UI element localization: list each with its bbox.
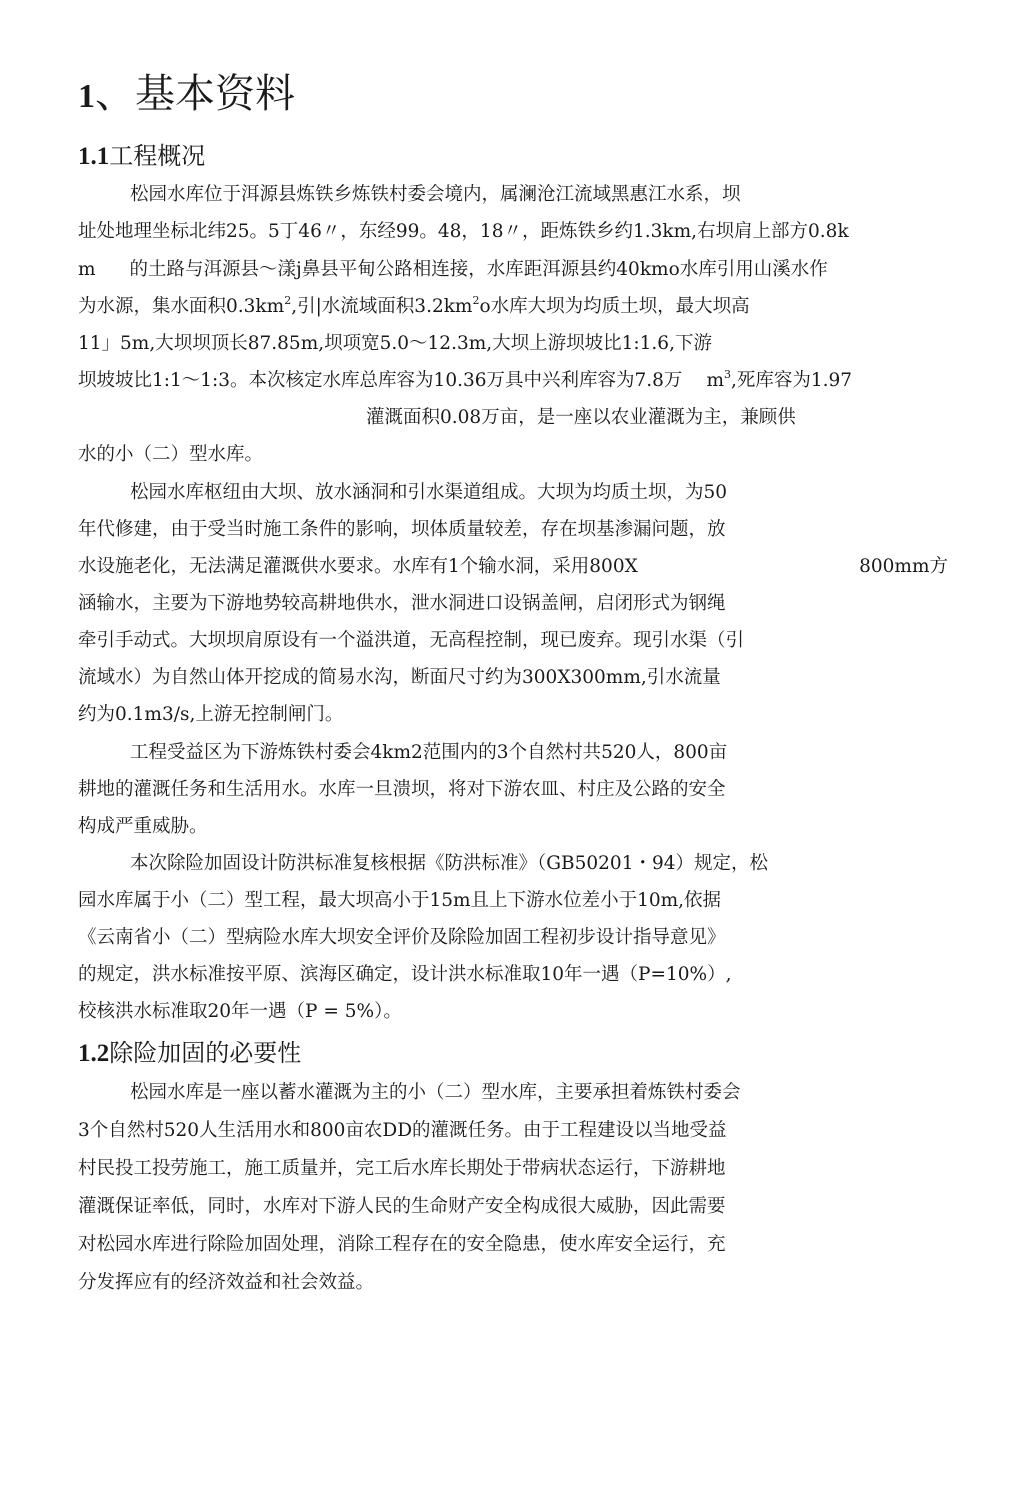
paragraph-line: 3个自然村520人生活用水和800亩农DD的灌溉任务。由于工程建设以当地受益 (78, 1120, 727, 1141)
paragraph-line: 构成严重威胁。 (78, 816, 208, 837)
paragraph-line: 校核洪水标准取20年一遇（P = 5%）。 (78, 1001, 402, 1022)
paragraph-line: 园水库属于小（二）型工程，最大坝高小于15m且上下游水位差小于10m,依据 (78, 890, 722, 911)
section-1-title: 、基本资料 (95, 71, 295, 117)
text-run: o水库大坝为均质土坝，最大坝高 (479, 296, 750, 317)
paragraph-line: 水的小（二）型水库。 (78, 444, 264, 465)
section-1-2-title: 除险加固的必要性 (109, 1039, 302, 1067)
section-1-2-heading (78, 1036, 301, 1071)
superscript: 3 (723, 368, 731, 381)
text-run: 800mm方 (859, 556, 948, 577)
paragraph-line: 址处地理坐标北纬25。5丁46〃，东经99。48，18〃，距炼铁乡约1.3km,右坝肩上部方0.8k (78, 221, 849, 242)
section-1-1-heading (78, 139, 205, 174)
text-run: ,引|水流域面积3.2km (291, 296, 473, 317)
text-run: 坝坡坡比1:1～1:3。本次核定水库总库容为10.36万具中兴利库容为7.8万 (78, 370, 683, 391)
paragraph-line: 灌溉面积0.08万亩，是一座以农业灌溉为主，兼顾供 (366, 407, 796, 428)
paragraph-line: 涵输水，主要为下游地势较高耕地供水，泄水洞进口设锅盖闸，启闭形式为钢绳 (78, 593, 726, 614)
paragraph-line: 对松园水库进行除险加固处理，消除工程存在的安全隐患，使水库安全运行，充 (78, 1234, 726, 1255)
paragraph-line: 《云南省小（二）型病险水库大坝安全评价及除险加固工程初步设计指导意见》 (78, 927, 726, 948)
paragraph-line (78, 366, 948, 396)
text-run: 的土路与洱源县～漾j鼻县平甸公路相连接，水库距洱源县约40kmo水库引用山溪水作 (129, 259, 828, 280)
section-1-1-number: 1.1 (78, 143, 110, 170)
paragraph-line: 的规定，洪水标准按平原、滨海区确定，设计洪水标准取10年一遇（P=10%）, (78, 964, 732, 985)
paragraph-line: 牵引手动式。大坝坝肩原设有一个溢洪道，无高程控制，现已废弃。现引水渠（引 (78, 630, 745, 651)
paragraph-line: 11」5m,大坝坝顶长87.85m,坝项宽5.0～12.3m,大坝上游坝坡比1:1.6,下游 (78, 333, 712, 354)
superscript: 2 (284, 294, 292, 307)
text-run: m (706, 370, 724, 391)
text-run: 水设施老化，无法满足灌溉供水要求。水库有1个输水洞，采用800X (78, 556, 638, 577)
paragraph-line: 本次除险加固设计防洪标准复核根据《防洪标准》（GB50201・94）规定，松 (130, 853, 769, 874)
text-run: m (78, 259, 96, 280)
paragraph-line: 灌溉保证率低，同时，水库对下游人民的生命财产安全构成很大威胁，因此需要 (78, 1196, 726, 1217)
paragraph-line (78, 552, 948, 582)
paragraph-line: 松园水库枢纽由大坝、放水涵洞和引水渠道组成。大坝为均质土坝，为50 (130, 482, 728, 503)
paragraph-line: 年代修建，由于受当时施工条件的影响，坝体质量较差，存在坝基渗漏问题，放 (78, 519, 726, 540)
paragraph-line: 村民投工投劳施工，施工质量并，完工后水库长期处于带病状态运行，下游耕地 (78, 1158, 726, 1179)
paragraph-line: 约为0.1m3/s,上游无控制闸门。 (78, 704, 344, 725)
paragraph-line: 耕地的灌溉任务和生活用水。水库一旦溃坝，将对下游农皿、村庄及公路的安全 (78, 779, 726, 800)
text-run: 为水源，集水面积0.3km (78, 296, 285, 317)
paragraph-line: 工程受益区为下游炼铁村委会4km2范围内的3个自然村共520人，800亩 (130, 742, 728, 763)
paragraph-line (78, 255, 948, 285)
superscript: 2 (472, 294, 480, 307)
section-1-2-number: 1.2 (78, 1040, 110, 1067)
paragraph-line: 分发挥应有的经济效益和社会效益。 (78, 1272, 375, 1293)
section-1-1-title: 工程概况 (109, 142, 206, 170)
paragraph-line: 松园水库是一座以蓄水灌溉为主的小（二）型水库，主要承担着炼铁村委会 (130, 1082, 741, 1103)
paragraph-line: 松园水库位于洱源县炼铁乡炼铁村委会境内，属澜沧江流域黑惠江水系，坝 (130, 184, 741, 205)
section-1-heading (78, 66, 295, 125)
section-1-number: 1 (78, 78, 95, 115)
paragraph-line (78, 292, 948, 322)
paragraph-line: 流域水）为自然山体开挖成的简易水沟，断面尺寸约为300X300mm,引水流量 (78, 667, 721, 688)
text-run: ,死库容为1.97 (730, 370, 853, 391)
